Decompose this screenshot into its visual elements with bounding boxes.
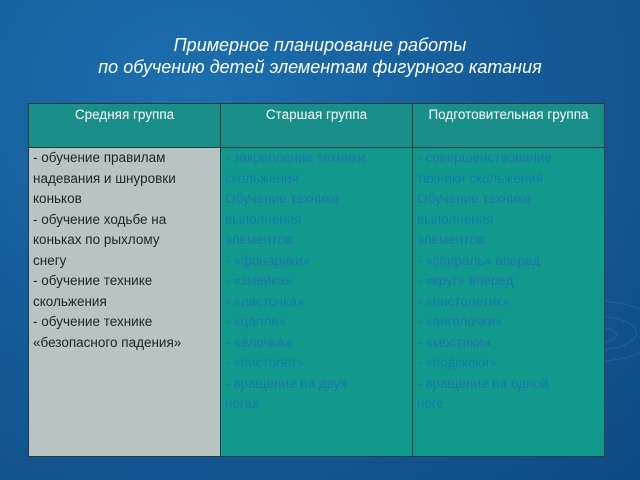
prep-line: - «ангелочки»	[417, 314, 503, 329]
header-senior-group: Старшая группа	[221, 104, 413, 148]
senior-line: - «пистолет»	[225, 355, 305, 370]
plan-table	[28, 103, 605, 457]
senior-line: - «цапля»	[225, 314, 287, 329]
senior-line: - «фонарики»	[225, 252, 311, 268]
slide-title	[0, 34, 640, 78]
header-row	[29, 104, 605, 148]
prep-line: - «мостики»	[417, 334, 491, 350]
senior-line: - закрепление техники	[225, 150, 366, 165]
middle-line: надевания и шнуровки	[33, 170, 176, 186]
header-middle-group: Средняя группа	[29, 104, 221, 148]
middle-group-cell	[29, 148, 221, 457]
middle-line: - обучение ходьбе на	[33, 211, 167, 227]
senior-line: - «ласточка»	[225, 293, 305, 309]
prep-line: Обучение технике	[417, 191, 532, 206]
content-row	[29, 148, 605, 457]
senior-line: - «змейка»	[225, 273, 293, 288]
prep-line: элементов:	[417, 232, 488, 247]
title-line-2: по обучению детей элементам фигурного катания	[98, 57, 542, 77]
middle-line: «безопасного падения»	[33, 334, 182, 350]
prep-line: выполнения	[417, 211, 494, 227]
prep-line: - совершенствование	[417, 150, 552, 165]
prep-line: - «пистолетик»	[417, 293, 510, 309]
senior-line: - вращение на двух	[225, 375, 348, 391]
senior-line: ногах	[225, 396, 259, 411]
prep-group-cell	[413, 148, 605, 457]
senior-group-cell	[221, 148, 413, 457]
prep-line: - вращение на одной	[417, 375, 549, 391]
senior-line: - «ёлочка»	[225, 334, 292, 350]
prep-line: - «круг» вперед	[417, 273, 514, 288]
senior-line: выполнения	[225, 211, 302, 227]
middle-line: коньках по рыхлому	[33, 232, 160, 247]
header-prep-group: Подготовительная группа	[413, 104, 605, 148]
middle-line: коньков	[33, 191, 82, 206]
prep-line: - «подскоки»	[417, 355, 497, 370]
middle-line: - обучение правилам	[33, 150, 166, 165]
prep-line: - «спираль» вперед	[417, 252, 541, 268]
senior-line: скольжения	[225, 170, 299, 186]
title-line-1: Примерное планирование работы	[173, 35, 467, 55]
middle-line: снегу	[33, 252, 67, 268]
prep-line: техники скольжения	[417, 170, 543, 186]
middle-line: - обучение технике	[33, 314, 153, 329]
senior-line: элементов:	[225, 232, 296, 247]
middle-line: скольжения	[33, 293, 107, 309]
senior-line: Обучение технике	[225, 191, 340, 206]
middle-line: - обучение технике	[33, 273, 153, 288]
prep-line: ноге	[417, 396, 445, 411]
